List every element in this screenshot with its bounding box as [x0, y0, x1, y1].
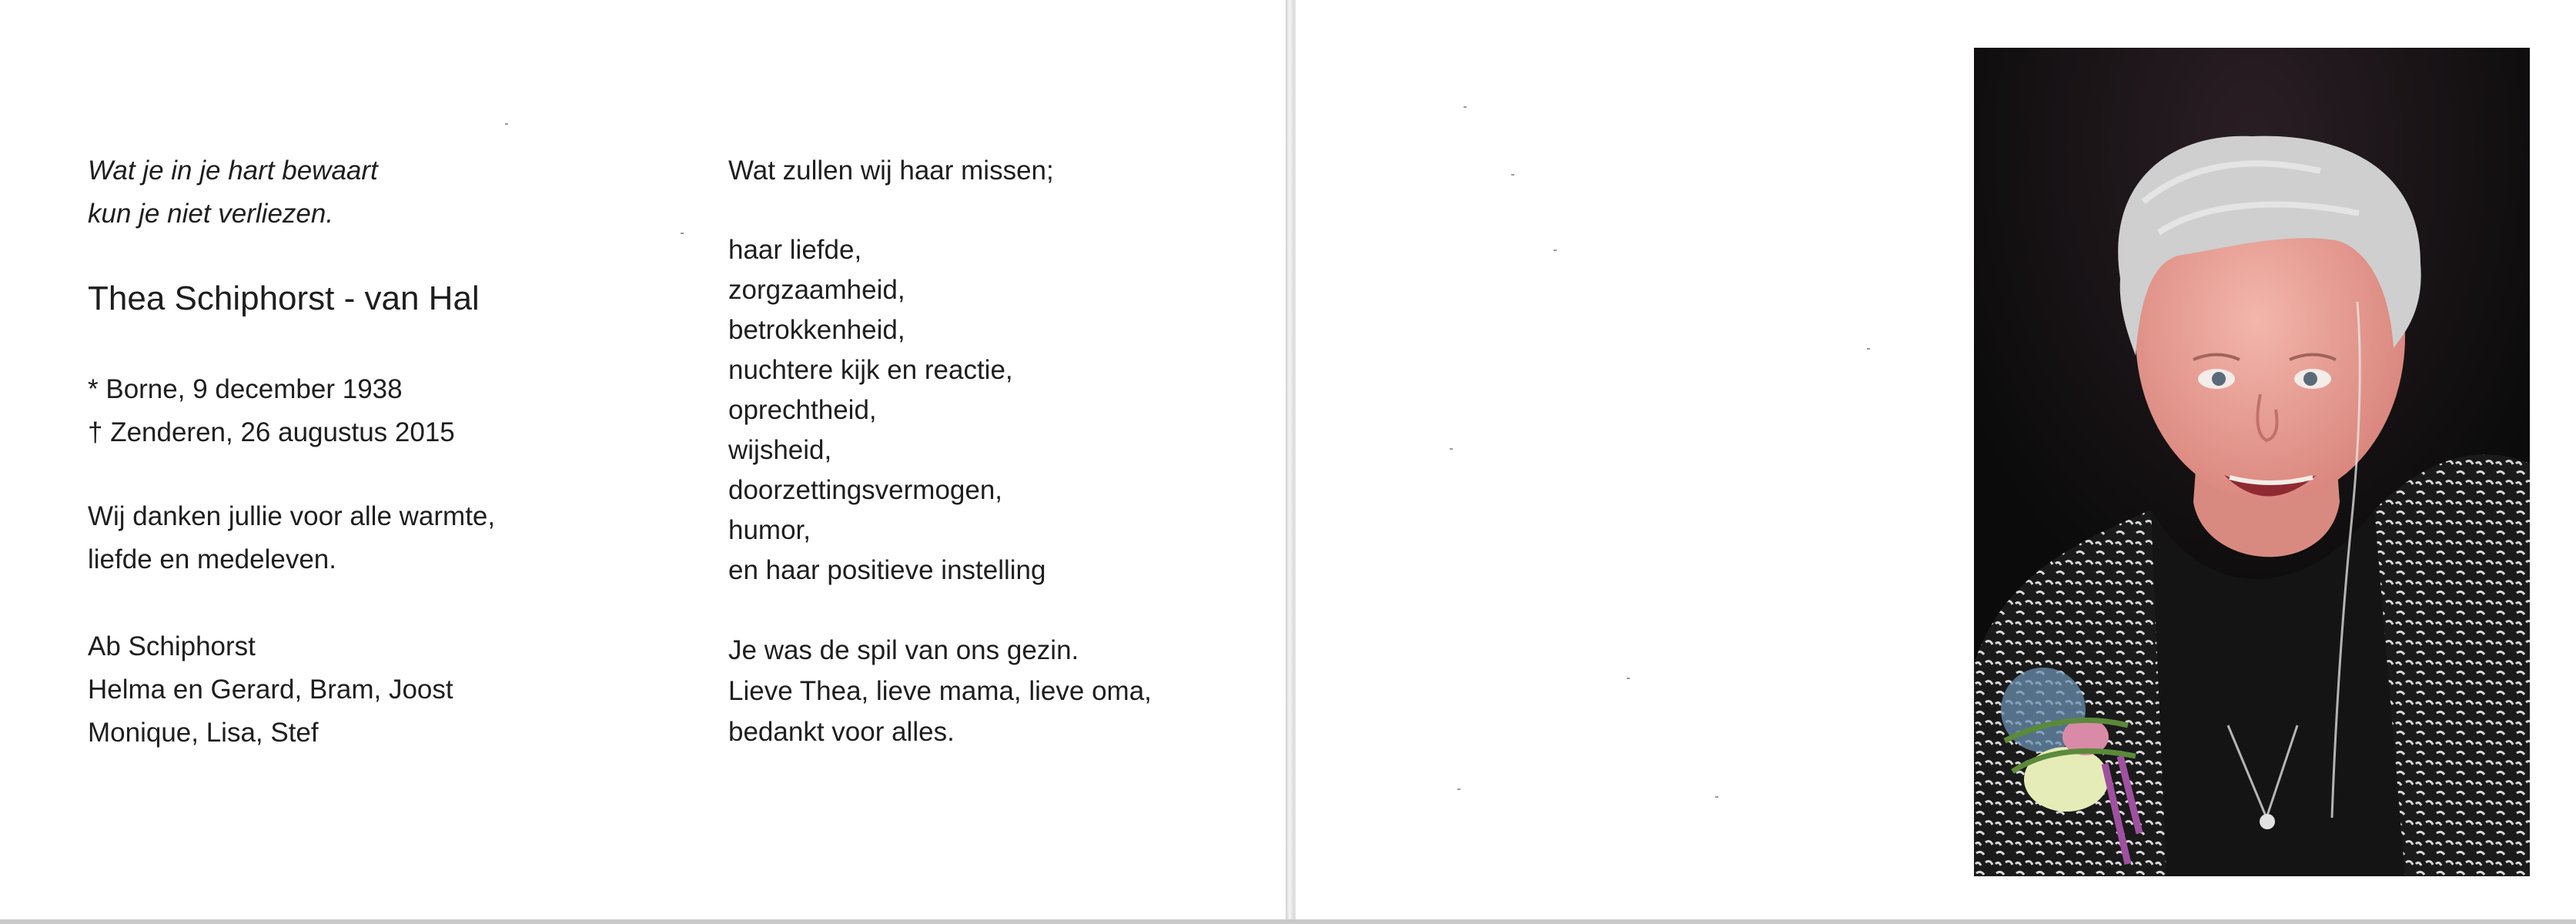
thanks-line: Wij danken jullie voor alle warmte,	[88, 501, 496, 531]
paper-speck	[1627, 678, 1630, 679]
portrait-photo	[1974, 48, 2530, 876]
thanks-message	[88, 495, 495, 581]
death-date: † Zenderen, 26 augustus 2015	[88, 417, 455, 447]
card-bottom-edge	[0, 919, 2576, 924]
paper-speck	[1464, 106, 1467, 108]
quality-item: zorgzaamheid,	[728, 275, 905, 305]
paper-speck	[505, 123, 508, 125]
paper-speck	[1554, 249, 1557, 251]
family-line: Monique, Lisa, Stef	[88, 718, 319, 748]
quality-item: humor,	[728, 515, 811, 545]
closing-line: Je was de spil van ons gezin.	[728, 635, 1079, 665]
quality-item: betrokkenheid,	[728, 315, 905, 345]
missen-heading: Wat zullen wij haar missen;	[728, 156, 1054, 186]
life-dates	[88, 368, 455, 454]
closing-line: bedankt voor alles.	[728, 717, 955, 747]
family-names	[88, 625, 453, 755]
quality-item: wijsheid,	[728, 435, 832, 465]
quote-line: kun je niet verliezen.	[88, 199, 334, 229]
paper-speck	[1511, 174, 1514, 176]
quality-item: en haar positieve instelling	[728, 555, 1046, 585]
paper-speck	[681, 233, 684, 234]
family-line: Ab Schiphorst	[88, 631, 256, 661]
thanks-line: liefde en medeleven.	[88, 544, 336, 574]
qualities-list	[728, 230, 1045, 591]
quality-item: oprechtheid,	[728, 395, 877, 425]
quality-item: haar liefde,	[728, 235, 862, 265]
closing-message	[728, 630, 1152, 752]
paper-speck	[1457, 788, 1460, 790]
quality-item: nuchtere kijk en reactie,	[728, 355, 1013, 385]
family-line: Helma en Gerard, Bram, Joost	[88, 675, 453, 705]
birth-date: * Borne, 9 december 1938	[88, 374, 403, 404]
quote-line: Wat je in je hart bewaart	[88, 156, 378, 186]
paper-speck	[1867, 348, 1870, 350]
left-iris	[2212, 372, 2226, 386]
necklace-pendant	[2260, 814, 2275, 829]
memorial-quote	[88, 149, 378, 236]
paper-speck	[1450, 448, 1453, 450]
card-fold	[1286, 0, 1294, 924]
paper-speck	[1715, 796, 1718, 798]
quality-item: doorzettingsvermogen,	[728, 475, 1003, 505]
deceased-name: Thea Schiphorst - van Hal	[88, 280, 480, 317]
portrait-drawing	[1974, 48, 2530, 876]
card-inner-left	[0, 0, 1287, 919]
right-iris	[2303, 372, 2317, 386]
closing-line: Lieve Thea, lieve mama, lieve oma,	[728, 676, 1152, 706]
